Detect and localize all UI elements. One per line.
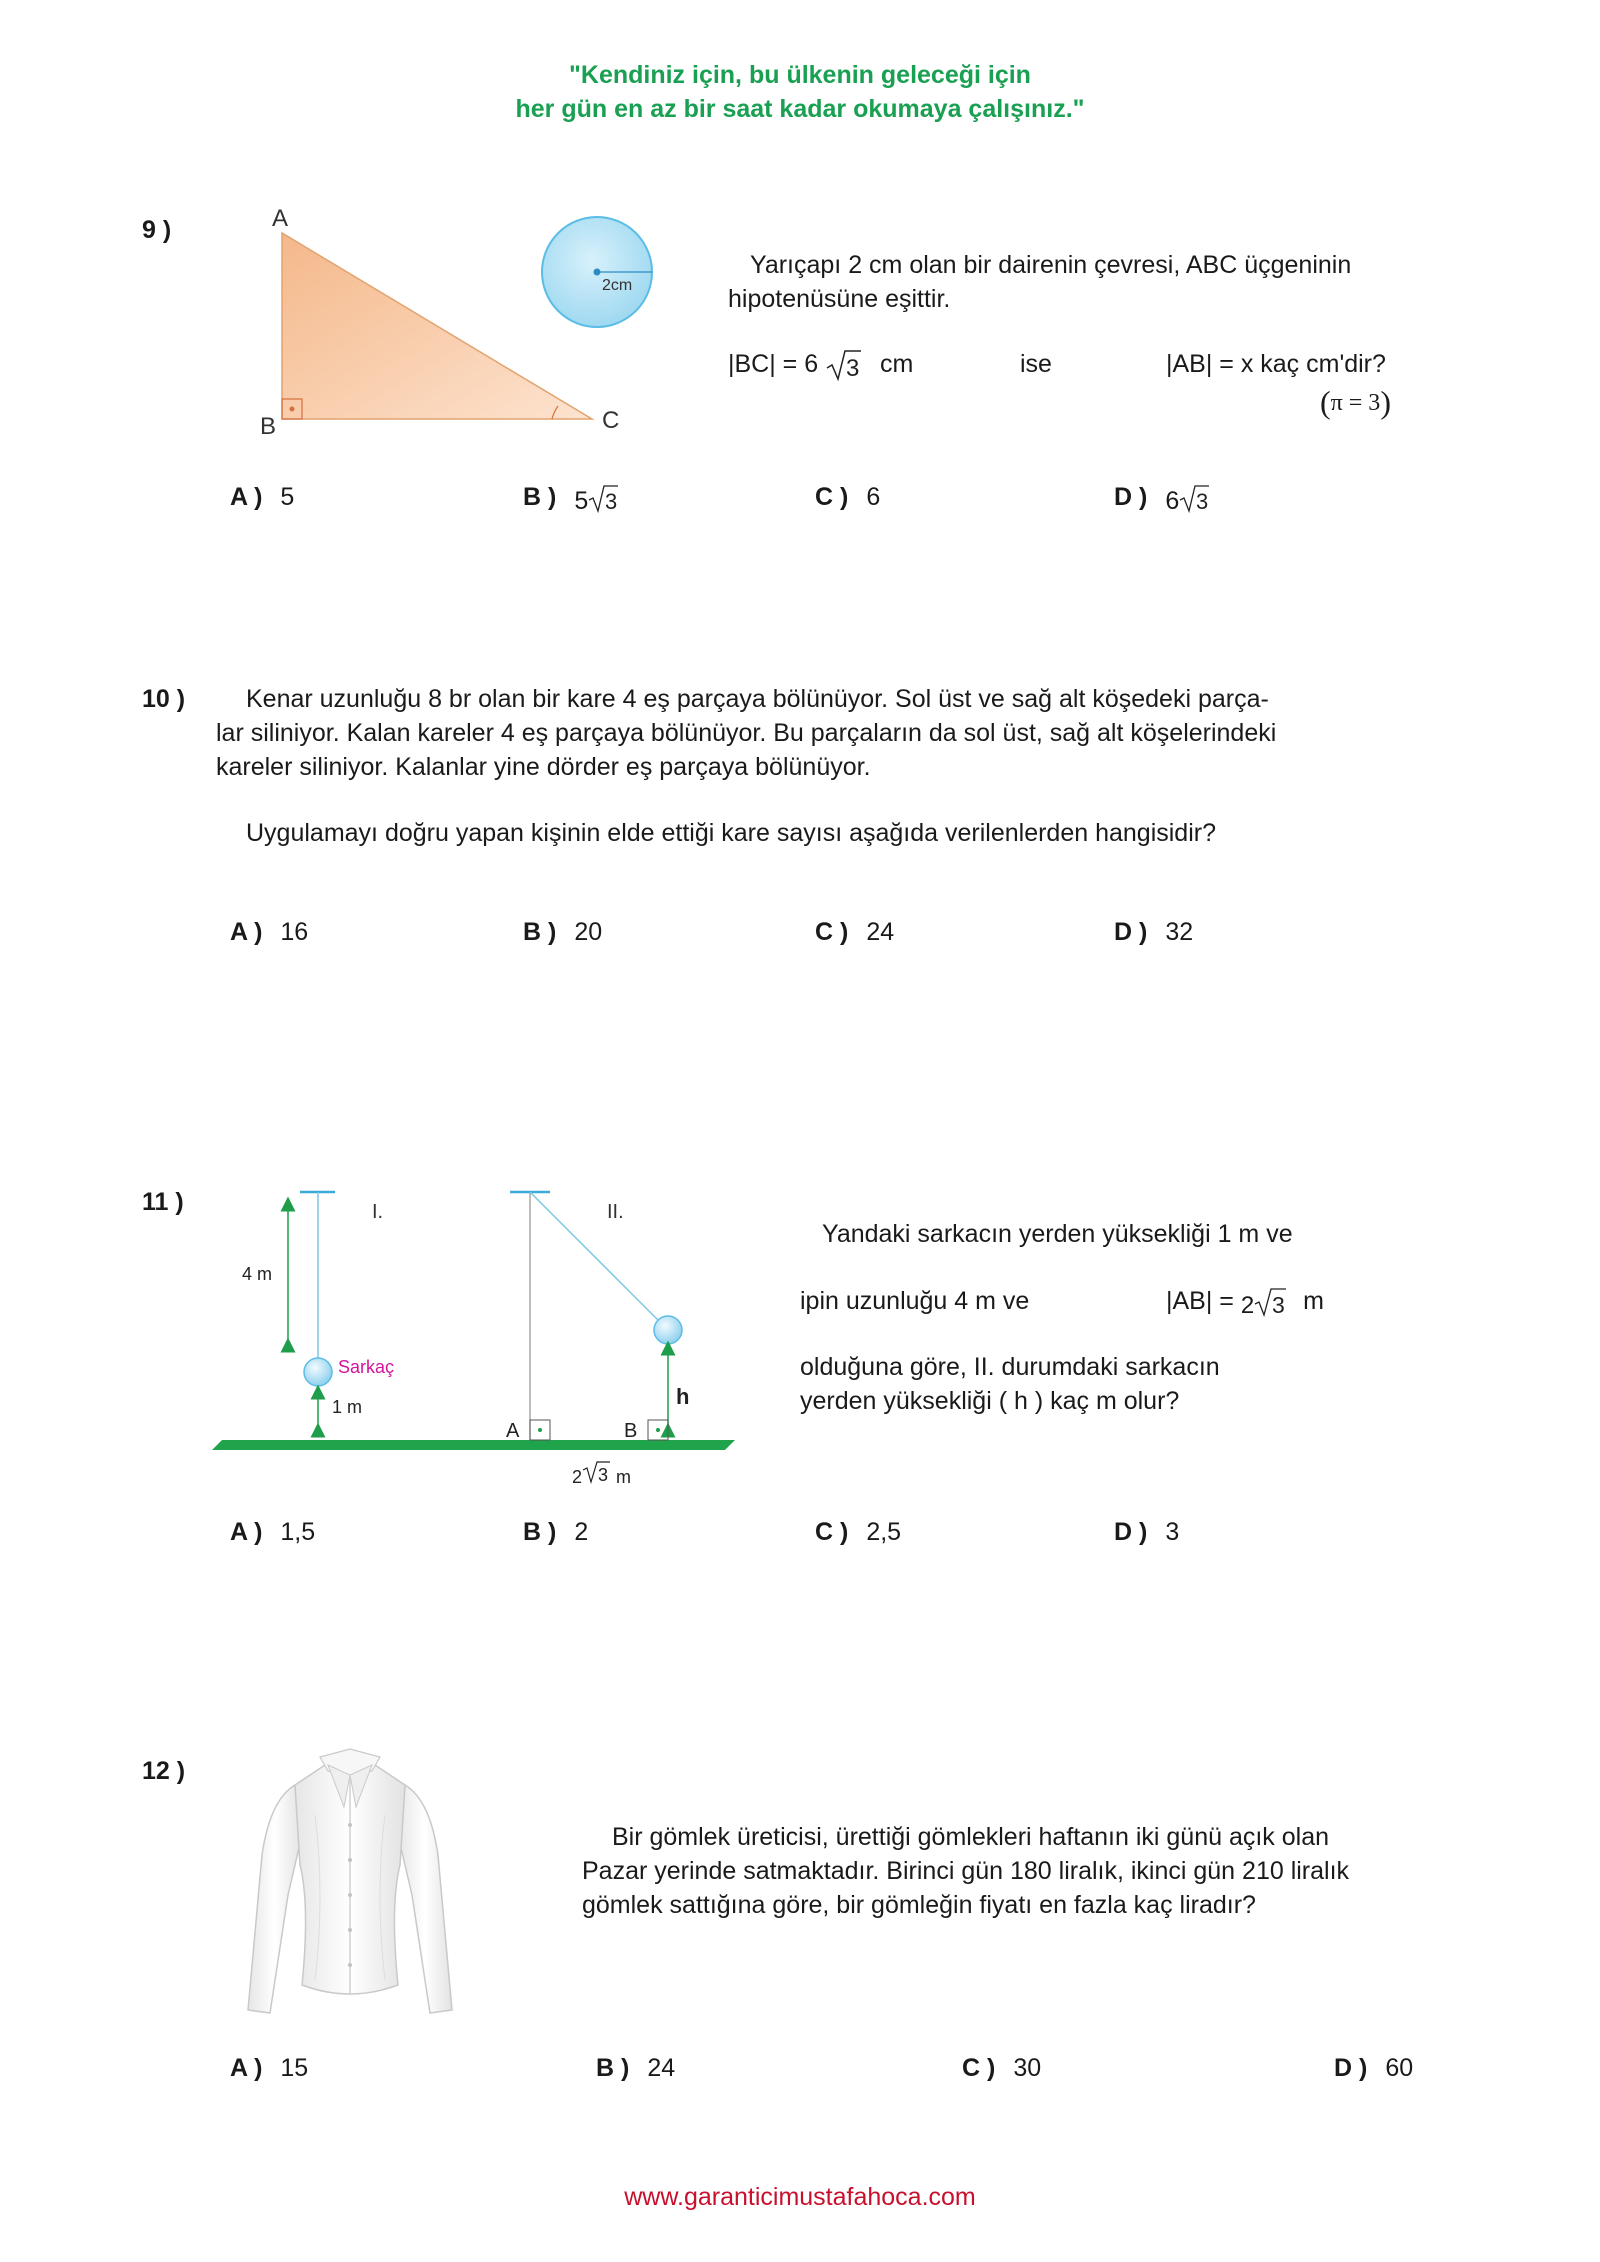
sqrt-symbol [825,348,861,382]
shirt-image [240,1745,460,2020]
q9-text-line-1: Yarıçapı 2 cm olan bir dairenin çevresi, ABC üçgeninin [750,251,1352,279]
q12-option-a[interactable]: A ) 15 [230,2054,309,2082]
right-sleeve [398,1785,452,2013]
sqrt-symbol [588,483,618,513]
radius-label: 2cm [602,277,633,294]
sqrt-symbol [1254,1286,1286,1318]
footer-url[interactable]: www.garanticimustafahoca.com [624,2183,976,2211]
vertex-c-label: C [602,407,620,434]
q9-bc-expression: |BC| = 6 3 cm [728,350,914,383]
question-9-number: 9 ) [142,216,172,244]
ab-radicand: 3 [598,1465,609,1485]
rope-ii [530,1192,666,1328]
q10-text-line-3: kareler siliniyor. Kalanlar yine dörder eş parçaya bölünüyor. [216,753,871,781]
vertex-a-label: A [272,205,289,232]
point-a-label: A [506,1420,520,1442]
svg-text:3: 3 [1272,1292,1285,1319]
q11-option-d[interactable]: D ) 3 [1114,1518,1180,1546]
situation-ii-label: II. [607,1201,624,1223]
height-label-i: 1 m [332,1397,363,1417]
q12-text-line-2: Pazar yerinde satmaktadır. Birinci gün 180 liralık, ikinci gün 210 liralık [582,1857,1350,1885]
pendulum-bob-ii [654,1316,682,1344]
q10-option-c[interactable]: C ) 24 [815,918,895,946]
q11-text-line-1: Yandaki sarkacın yerden yüksekliği 1 m ve [822,1220,1293,1248]
q9-ab-question: |AB| = x kaç cm'dir? [1166,350,1386,378]
quote-line-1: "Kendiniz için, bu ülkenin geleceği için [569,61,1031,89]
q9-option-a[interactable]: A ) 5 [230,483,295,511]
question-11-number: 11 ) [142,1188,184,1216]
q11-option-b[interactable]: B ) 2 [523,1518,589,1546]
pendulum-bob-i [304,1358,332,1386]
question-10-number: 10 ) [142,685,186,713]
point-b-label: B [624,1420,638,1442]
svg-text:3: 3 [605,489,618,514]
q11-text-line-2b: |AB| = 2 3 m [1166,1287,1324,1319]
q12-option-b[interactable]: B ) 24 [596,2054,676,2082]
q9-option-c[interactable]: C ) 6 [815,483,881,511]
vertex-b-label: B [260,413,277,440]
svg-text:3: 3 [846,355,860,383]
situation-i-label: I. [372,1201,384,1223]
left-sleeve [248,1785,302,2013]
q11-option-a[interactable]: A ) 1,5 [230,1518,316,1546]
question-12-number: 12 ) [142,1757,186,1785]
q12-option-c[interactable]: C ) 30 [962,2054,1042,2082]
q9-text-line-2: hipotenüsüne eşittir. [728,285,951,313]
q11-text-line-2a: ipin uzunluğu 4 m ve [800,1287,1030,1315]
ab-unit: m [616,1467,631,1487]
sarkac-label: Sarkaç [338,1357,395,1377]
q12-text-line-1: Bir gömlek üreticisi, ürettiği gömlekleri haftanın iki günü açık olan [612,1823,1330,1851]
q10-option-a[interactable]: A ) 16 [230,918,309,946]
q11-option-c[interactable]: C ) 2,5 [815,1518,902,1546]
h-label: h [676,1384,690,1409]
rope-length-label: 4 m [242,1264,273,1284]
ab-coef: 2 [572,1467,583,1487]
q9-ise: ise [1020,350,1052,378]
quote-line-2: her gün en az bir saat kadar okumaya çalışınız." [515,95,1085,123]
q11-text-line-4: yerden yüksekliği ( h ) kaç m olur? [800,1387,1180,1415]
q10-text-line-1: Kenar uzunluğu 8 br olan bir kare 4 eş parçaya bölünüyor. Sol üst ve sağ alt köşedeki parça- [246,685,1269,713]
q10-text-line-4: Uygulamayı doğru yapan kişinin elde ettiği kare sayısı aşağıda verilenlerden hangisidir? [246,819,1216,847]
q12-option-d[interactable]: D ) 60 [1334,2054,1414,2082]
q10-option-b[interactable]: B ) 20 [523,918,603,946]
pendulum-figure [210,1180,750,1490]
q10-text-line-2: lar siliniyor. Kalan kareler 4 eş parçaya bölünüyor. Bu parçaların da sol üst, sağ alt köşelerindeki [216,719,1277,747]
q9-option-b[interactable]: B ) 5 3 [523,483,618,515]
q11-text-line-3: olduğuna göre, II. durumdaki sarkacın [800,1353,1220,1381]
q9-option-d[interactable]: D ) 6 3 [1114,483,1209,515]
q10-option-d[interactable]: D ) 32 [1114,918,1194,946]
q12-text-line-3: gömlek sattığına göre, bir gömleğin fiyatı en fazla kaç liradır? [582,1891,1256,1919]
triangle-circle-figure [250,200,670,440]
ground [212,1440,735,1450]
collar [320,1749,380,1775]
pi-approx: (π = 3) [1320,384,1391,420]
svg-text:3: 3 [1196,489,1209,514]
sqrt-symbol [1179,483,1209,513]
